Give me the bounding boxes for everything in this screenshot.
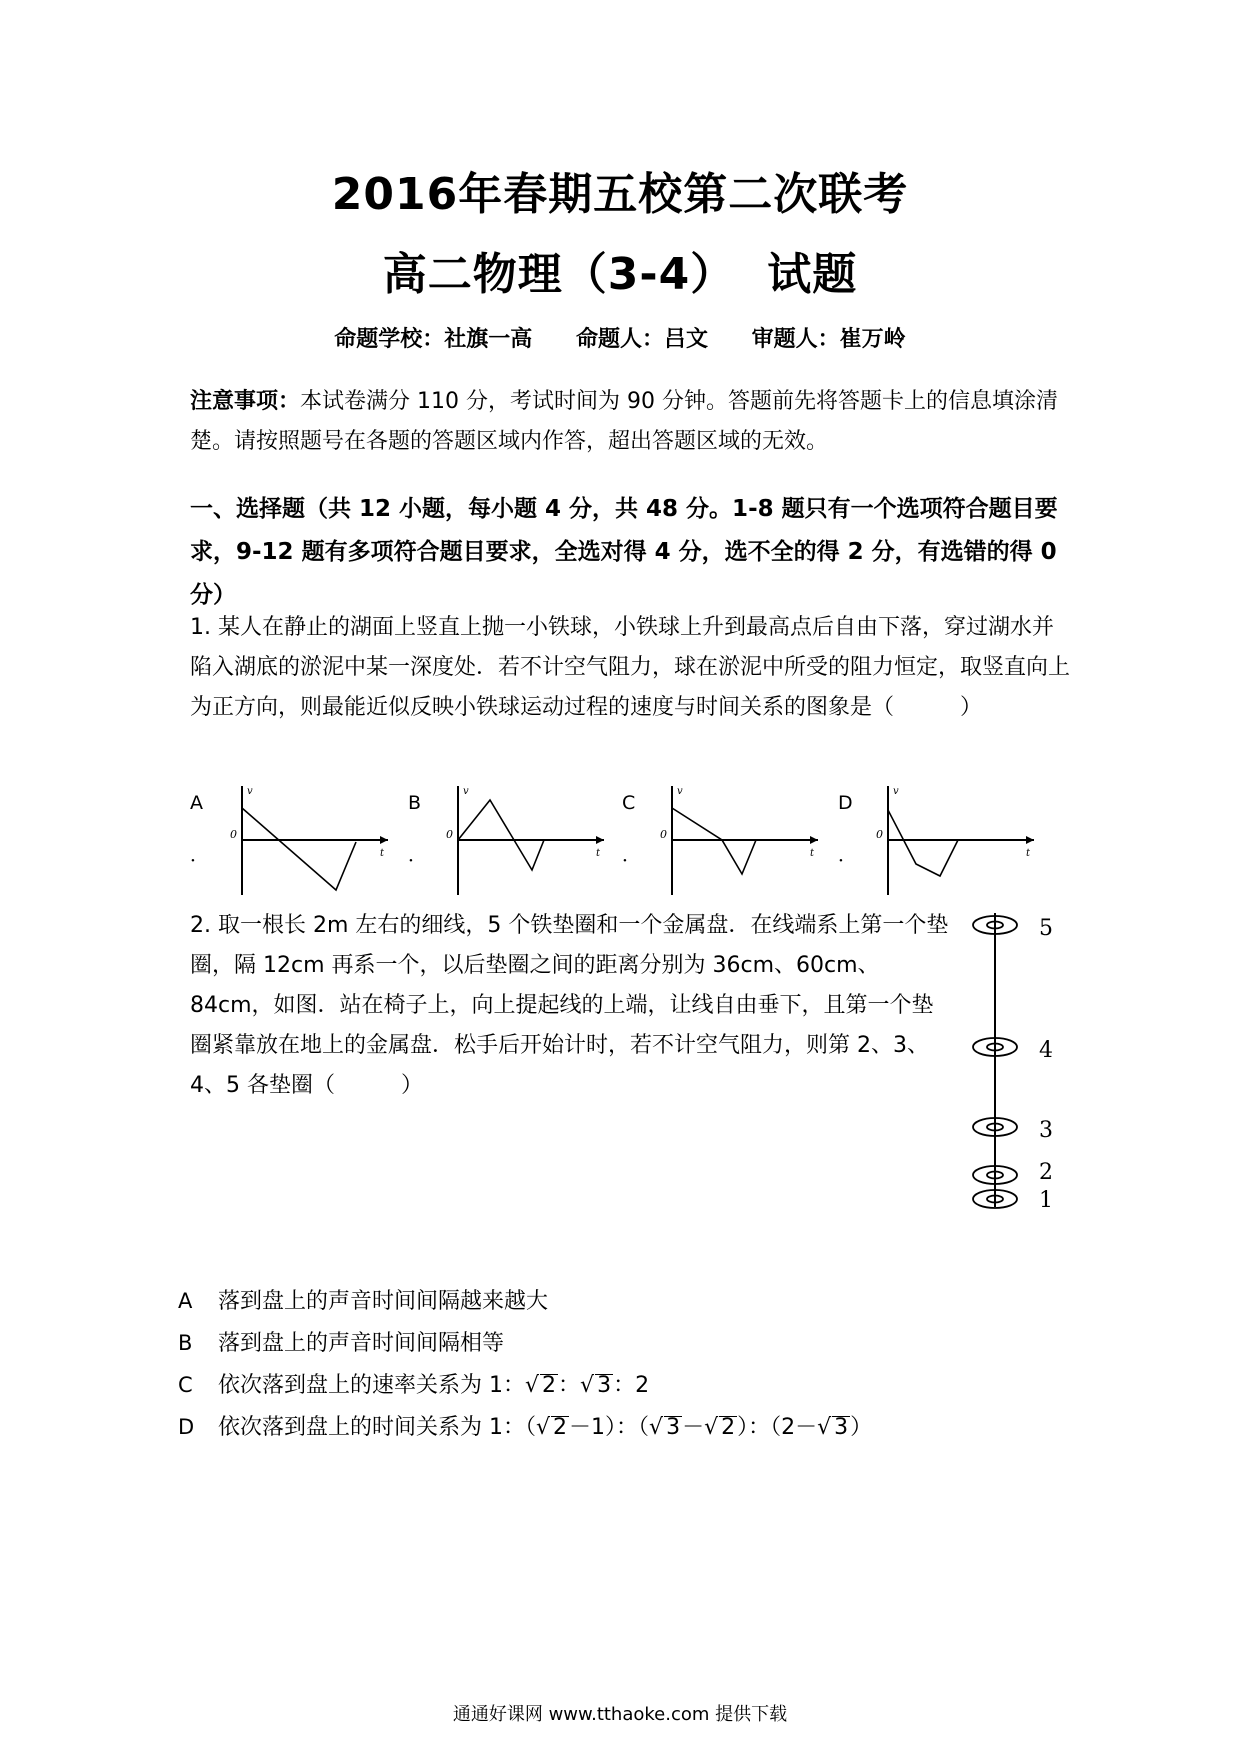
option-c-letter: C [622,792,636,814]
option-a-graph [230,780,400,900]
option-b-graph [446,780,616,900]
notice-paragraph [190,382,1070,462]
option-d-graph [876,780,1046,900]
option-a-text: 落到盘上的声音时间间隔越来越大 [218,1289,549,1314]
notice-label: 注意事项： [190,389,301,414]
footer-source: 通通好课网 www.tthaoke.com 提供下载 [452,1704,788,1725]
option-c-t-label: t [810,848,815,859]
option-d-mid-1: －1）：（ [569,1415,650,1440]
question-2-option-c: C 依次落到盘上的速率关系为 1：√ 2：√ 3：2 [178,1370,649,1401]
question-1-text: 1. 某人在静止的湖面上竖直上抛一小铁球，小铁球上升到最高点后自由下落，穿过湖水并陷入湖底的淤泥中某一深度处．若不计空气阻力，球在淤泥中所受的阻力恒定，取竖直向上为正方向，则最能近似反映小铁球运动过程的速度与时间关系的图象是（ ） [190,615,1071,720]
option-a-origin: 0 [230,828,237,841]
option-d-radicand-3: 2 [721,1415,736,1440]
option-c-graph [660,780,830,900]
washer-label-5: 5 [1039,916,1053,941]
subtitle-tail: 试题 [767,249,858,300]
option-d-text: 依次落到盘上的时间关系为 1：（ [218,1415,536,1440]
option-d-dot: ． [838,844,858,866]
option-a-t-label: t [380,848,385,859]
option-c-letter: C [178,1373,193,1397]
subtitle-subject: 高二物理（3-4） [382,249,736,300]
washer-label-3: 3 [1039,1118,1053,1143]
option-d-t-label: t [1026,848,1031,859]
washer-label-2: 2 [1039,1160,1053,1185]
question-1-options [190,780,1070,920]
option-a-dot: ． [190,844,210,866]
option-d-radicand-4: 3 [834,1415,849,1440]
option-a-letter: A [178,1289,193,1313]
option-a-letter: A [190,792,203,814]
option-c-radicand-2: 3 [597,1373,612,1398]
option-d-letter: D [838,792,853,814]
option-b-text: 落到盘上的声音时间间隔相等 [218,1331,505,1356]
option-d-mid-3: ）：（2－ [737,1415,818,1440]
option-b-t-label: t [596,848,601,859]
reviewer-name: 审题人：崔万岭 [751,327,906,352]
notice-text: 本试卷满分 110 分，考试时间为 90 分钟。答题前先将答题卡上的信息填涂清楚。请按照题号在各题的答题区域内作答，超出答题区域的无效。 [190,389,1058,454]
option-c-sep-2: ：2 [613,1373,650,1398]
option-c-dot: ． [622,844,642,866]
exam-subtitle [0,238,1240,302]
option-d-radicand-1: 2 [553,1415,568,1440]
option-d-v-label: v [893,786,899,797]
school-name: 命题学校：社旗一高 [334,327,533,352]
option-c-origin: 0 [660,828,667,841]
option-c-text: 依次落到盘上的速率关系为 1： [218,1373,525,1398]
question-2-option-b [178,1328,504,1359]
washer-label-1: 1 [1039,1188,1053,1213]
option-a-v-label: v [247,786,253,797]
option-b-letter: B [408,792,422,814]
option-b-dot: ． [408,844,428,866]
option-c-v-label: v [677,786,683,797]
exam-title: 2016年春期五校第二次联考 [331,169,909,220]
washer-label-4: 4 [1039,1038,1053,1063]
author-name: 命题人：吕文 [575,327,708,352]
section-heading: 一、选择题（共 12 小题，每小题 4 分，共 48 分。1-8 题只有一个选项符合题目要求，9-12 题有多项符合题目要求，全选对得 4 分，选不全的得 2 分，有选错的得 0 分） [190,496,1058,608]
question-2-option-d: D 依次落到盘上的时间关系为 1：（√ 2－1）：（√ 3－√ 2）：（2－√ 3） [178,1412,872,1443]
option-d-end: ） [850,1415,873,1440]
option-b-letter: B [178,1331,193,1355]
author-line [0,322,1240,353]
option-d-letter: D [178,1415,195,1439]
option-b-v-label: v [463,786,469,797]
option-b-origin: 0 [446,828,453,841]
option-d-radicand-2: 3 [666,1415,681,1440]
option-c-radicand-1: 2 [542,1373,557,1398]
option-d-origin: 0 [876,828,883,841]
option-d-mid-2: － [682,1415,705,1440]
washer-diagram [955,905,1065,1225]
option-c-sep-1: ： [558,1373,581,1398]
question-2-option-a [178,1286,548,1317]
question-2-text: 2. 取一根长 2m 左右的细线，5 个铁垫圈和一个金属盘．在线端系上第一个垫圈，隔 12cm 再系一个，以后垫圈之间的距离分别为 36cm、60cm、84cm，如图．站在椅子上，向上提起线的上端，让线自由垂下，且第一个垫圈紧靠放在地上的金属盘．松手后开始计时，若不计空气阻力，则第 2、3、4、5 各垫圈（ ） [190,913,949,1098]
